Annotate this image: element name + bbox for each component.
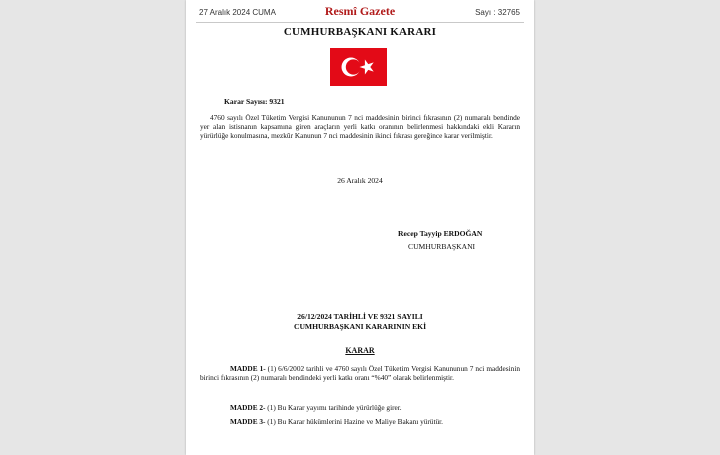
article-2-label: MADDE 2- (230, 403, 266, 412)
signatory-name: Recep Tayyip ERDOĞAN (398, 229, 483, 238)
article-3-text: (1) Bu Karar hükümlerini Hazine ve Maliye Bakanı yürütür. (265, 417, 443, 426)
article-3 (230, 417, 443, 426)
article-2 (230, 403, 402, 412)
signatory-title: CUMHURBAŞKANI (408, 242, 476, 251)
header-date: 27 Aralık 2024 CUMA (199, 8, 276, 17)
article-3-label: MADDE 3- (230, 417, 266, 426)
annex-title-line-2: CUMHURBAŞKANI KARARININ EKİ (293, 322, 427, 331)
annex-title (186, 312, 534, 332)
decision-number: Karar Sayısı: 9321 (224, 97, 285, 106)
header-divider (196, 22, 524, 23)
turkish-flag-icon (330, 48, 387, 86)
annex-title-line-1: 26/12/2024 TARİHLİ VE 9321 SAYILI (297, 312, 423, 321)
issue-number: Sayı : 32765 (475, 8, 520, 17)
gazette-title: Resmî Gazete (324, 4, 396, 18)
annex-heading: KARAR (345, 346, 375, 355)
article-2-text: (1) Bu Karar yayımı tarihinde yürürlüğe girer. (265, 403, 402, 412)
decision-body: 4760 sayılı Özel Tüketim Vergisi Kanununun 7 nci maddesinin birinci fıkrasının (2) numaralı bendinde yer alan istisnanın kapsamına giren araçların yerli katkı oranının belirlenmesi hakkındaki ekli Kararın yürürlüğe konulmasına, mezkûr Kanunun 7 nci maddesinin ikinci fıkrası gereğince karar verilmiştir. (200, 113, 520, 140)
decision-date: 26 Aralık 2024 (337, 176, 383, 185)
article-1-label: MADDE 1- (230, 364, 266, 373)
document-title: CUMHURBAŞKANI KARARI (283, 26, 437, 38)
article-1 (200, 364, 520, 382)
gazette-header (186, 0, 534, 24)
gazette-page (186, 0, 534, 455)
article-1-text: (1) 6/6/2002 tarihli ve 4760 sayılı Özel Tüketim Vergisi Kanununun 7 nci maddesinin birinci fıkrasının (2) numaralı bendindeki yerli katkı oranı “%40” olarak belirlenmiştir. (200, 364, 520, 382)
